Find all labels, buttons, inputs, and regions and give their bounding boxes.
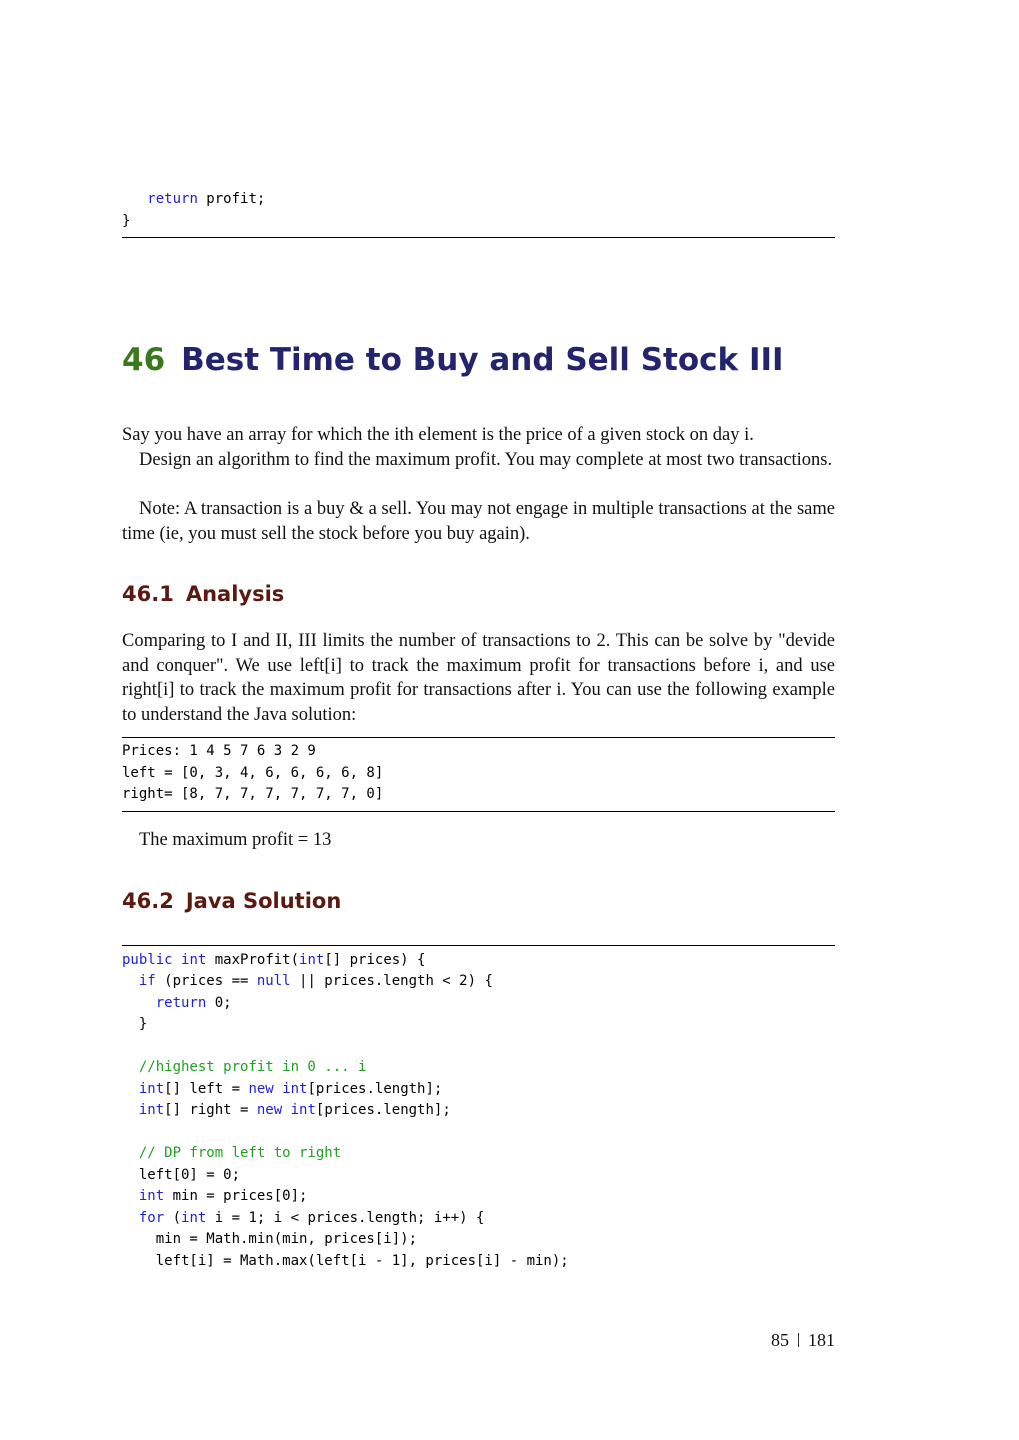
code-comment: //highest profit in 0 ... i <box>122 1059 367 1075</box>
code-line: min = Math.min(min, prices[i]); <box>122 1231 418 1247</box>
intro-paragraph-1: Say you have an array for which the ith element is the price of a given stock on day i. <box>122 425 754 445</box>
code-line: if (prices == null || prices.length < 2) { <box>138 973 493 989</box>
code-line: int[] left = new int[prices.length]; <box>138 1081 443 1097</box>
intro-paragraph-3: Note: A transaction is a buy & a sell. You may not engage in multiple transactions at the same time (ie, you must sell the stock before you buy again). <box>122 499 835 544</box>
section-title: Java Solution <box>185 889 342 913</box>
example-bottom-rule <box>122 811 835 812</box>
code-block-bottom-rule <box>122 237 835 238</box>
chapter-title: Best Time to Buy and Sell Stock III <box>181 342 784 378</box>
code-line <box>122 189 265 211</box>
section-title: Analysis <box>185 582 285 606</box>
code-line: public int maxProfit(int[] prices) { <box>122 952 426 968</box>
chapter-number: 46 <box>122 342 166 378</box>
code-line: } <box>122 1016 148 1032</box>
example-top-rule <box>122 737 835 738</box>
current-page: 85 <box>771 1330 789 1350</box>
document-page <box>122 0 835 1440</box>
section-heading-java-solution <box>122 889 341 913</box>
section-heading-analysis <box>122 582 284 606</box>
code-line: int min = prices[0]; <box>138 1188 308 1204</box>
analysis-paragraph: Comparing to I and II, III limits the number of transactions to 2. This can be solve by "devide and conquer". We use left[i] to track the maximum profit for transactions before i, and use right[i] to track the maximum profit for transactions after i. You can use the following example to understand the Java solution: <box>122 631 835 725</box>
chapter-heading <box>122 342 784 378</box>
code-line: left[0] = 0; <box>122 1167 241 1183</box>
code-block-top-rule <box>122 945 835 946</box>
code-line: int[] right = new int[prices.length]; <box>138 1102 451 1118</box>
code-line: return 0; <box>155 995 232 1011</box>
page-number <box>765 1330 835 1351</box>
example-line: Prices: 1 4 5 7 6 3 2 9 <box>122 743 316 759</box>
code-line: left[i] = Math.max(left[i - 1], prices[i] - min); <box>122 1253 569 1269</box>
example-line: right= [8, 7, 7, 7, 7, 7, 7, 0] <box>122 786 384 802</box>
section-number: 46.1 <box>122 582 174 606</box>
total-pages: 181 <box>808 1330 835 1350</box>
intro-paragraph-2: Design an algorithm to find the maximum profit. You may complete at most two transactions. <box>139 450 833 470</box>
code-line: } <box>122 213 131 229</box>
page-separator <box>798 1333 799 1347</box>
code-text: profit; <box>197 191 266 207</box>
example-line: left = [0, 3, 4, 6, 6, 6, 6, 8] <box>122 765 384 781</box>
code-comment: // DP from left to right <box>122 1145 342 1161</box>
result-text: The maximum profit = 13 <box>139 830 332 850</box>
code-keyword: return <box>147 191 198 207</box>
section-number: 46.2 <box>122 889 174 913</box>
code-line: for (int i = 1; i < prices.length; i++) { <box>138 1210 485 1226</box>
